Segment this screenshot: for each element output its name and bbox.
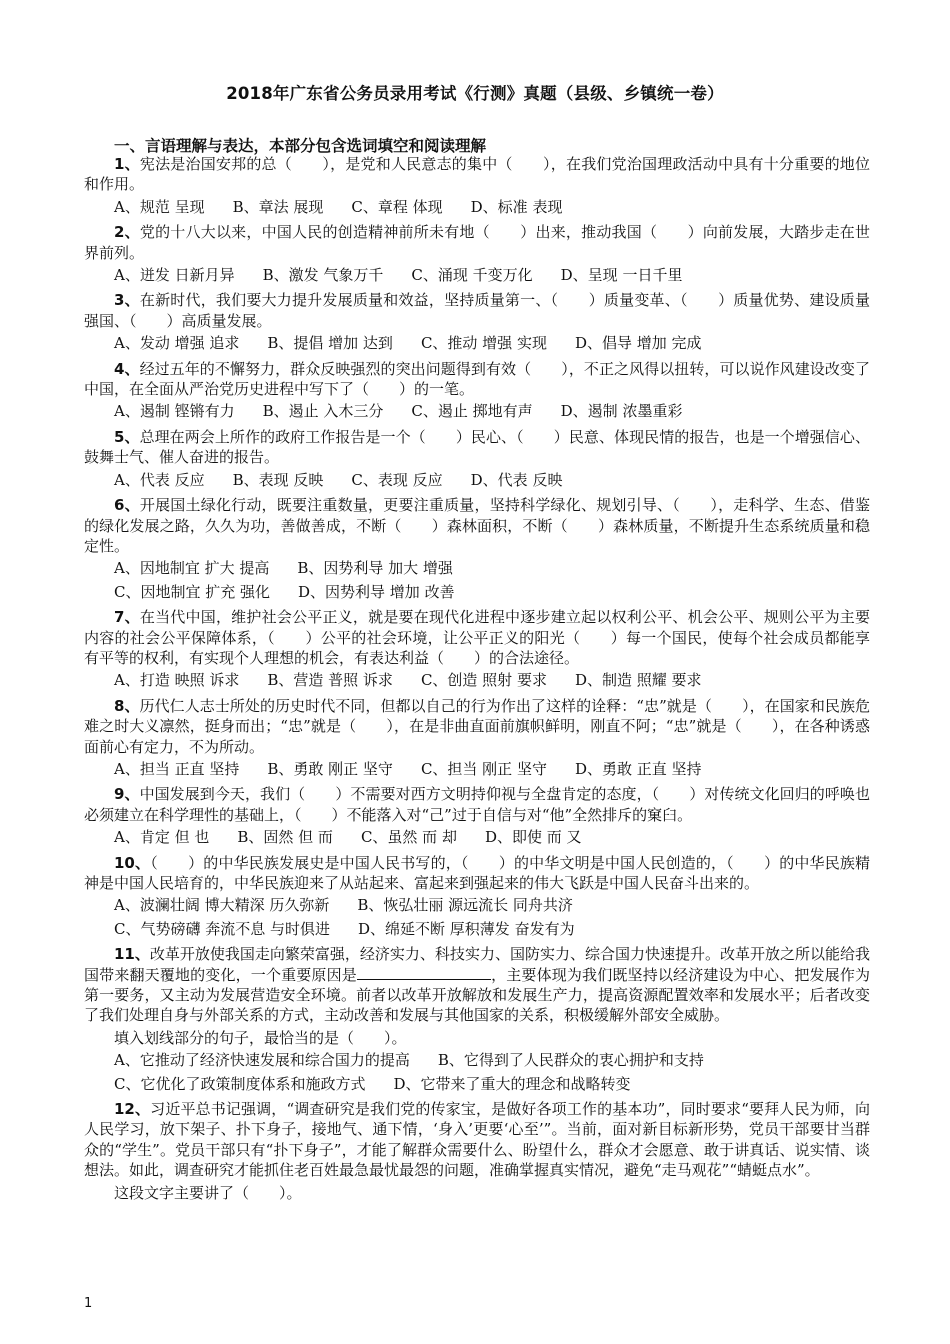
option-d: D、绵延不断 厚积薄发 奋发有为 — [358, 919, 575, 938]
question-6 — [84, 495, 870, 556]
question-stem: 习近平总书记强调，“调查研究是我们党的传家宝，是做好各项工作的基本功”，同时要求“要拜人民为师，向人民学习，放下架子、扑下身子，接地气、通下情，‘身入’更要‘心至’”。当前，面对新目标新形势，党员干部要甘当群众的“学生”。党员干部只有“扑下身子”，才能了解群众需要什么、盼望什么，群众才会愿意、敢于讲真话、说实情、谈想法。如此，调查研究才能抓住老百姓最急最忧最怨的问题，准确掌握真实情况，避免“走马观花”“蜻蜓点水”。 — [84, 1100, 871, 1180]
option-d: D、制造 照耀 要求 — [574, 671, 702, 690]
options-8 — [84, 759, 870, 779]
option-b: B、它得到了人民群众的衷心拥护和支持 — [437, 1051, 704, 1070]
option-a: A、因地制宜 扩大 提高 — [114, 559, 270, 578]
option-a: A、代表 反应 — [114, 470, 205, 489]
option-a: A、它推动了经济快速发展和综合国力的提高 — [114, 1051, 410, 1070]
question-stem-after-blank: ，主要体现为我们既坚持以经济建设为中心、把发展作为第一要务，又主动为发展营造安全环境。前者以改革开放解放和发展生产力，提高资源配置效率和发展水平；后者改变了我们处理自身与外部关系的方式，主动改善和发展与其他国家的关系，积极缓解外部安全威胁。 — [84, 965, 870, 1025]
question-stem: 总理在两会上所作的政府工作报告是一个（ ）民心、（ ）民意、体现民情的报告，也是一个增强信心、鼓舞士气、催人奋进的报告。 — [84, 427, 870, 467]
question-stem-before-blank: 改革开放使我国走向繁荣富强，经济实力、科技实力、国防实力、综合国力快速提升。改革开放之所以能给我国带来翻天覆地的变化，一个重要原因是 — [84, 945, 871, 984]
section-heading: 一、言语理解与表达，本部分包含选词填空和阅读理解 — [114, 137, 487, 155]
option-d: D、它带来了重大的理念和战略转变 — [393, 1074, 631, 1093]
page-number: 1 — [84, 1296, 93, 1311]
options-6 — [84, 558, 870, 602]
question-number: 6、 — [114, 496, 140, 515]
option-b: B、激发 气象万千 — [262, 266, 384, 285]
question-list — [84, 154, 870, 1205]
question-stem: 党的十八大以来，中国人民的创造精神前所未有地（ ）出来，推动我国（ ）向前发展，大踏步走在世界前列。 — [84, 223, 870, 262]
options-7 — [84, 670, 870, 690]
options-11 — [84, 1050, 870, 1094]
question-7 — [84, 607, 870, 668]
option-b: B、表现 反映 — [232, 470, 324, 489]
question-12 — [84, 1099, 870, 1181]
question-number: 5、 — [114, 427, 140, 446]
question-stem: （ ）的中华民族发展史是中国人民书写的，（ ）的中华文明是中国人民创造的，（ ）的中华民族精神是中国人民培育的，中华民族迎来了从站起来、富起来到强起来的伟大飞跃是中国人民奋斗出来的。 — [84, 853, 870, 892]
question-stem: 在新时代，我们要大力提升发展质量和效益，坚持质量第一、（ ）质量变革、（ ）质量优势、建设质量强国、（ ）高质量发展。 — [84, 291, 870, 330]
question-number: 2、 — [114, 223, 140, 242]
question-number: 9、 — [114, 785, 140, 804]
question-stem: 在当代中国，维护社会公平正义，就是要在现代化进程中逐步建立起以权利公平、机会公平、规则公平为主要内容的社会公平保障体系，（ ）公平的社会环境，让公平正义的阳光（ ）每一个国民，使每个社会成员都能享有平等的权利，有实现个人理想的机会，有表达利益（ ）的合法途径。 — [84, 608, 870, 667]
question-number: 11、 — [114, 945, 150, 964]
option-c: C、涌现 千变万化 — [411, 266, 533, 285]
option-c: C、它优化了政策制度体系和施政方式 — [114, 1074, 366, 1093]
question-5 — [84, 427, 870, 468]
option-a: A、发动 增强 追求 — [114, 334, 240, 353]
option-a: A、担当 正直 坚持 — [114, 759, 240, 778]
option-d: D、呈现 一日千里 — [560, 266, 683, 285]
question-stem: 中国发展到今天，我们（ ）不需要对西方文明持仰视与全盘肯定的态度，（ ）对传统文化回归的呼唤也必须建立在科学理性的基础上，（ ）不能落入对“己”过于自信与对“他”全然排斥的窠臼。 — [84, 785, 870, 824]
option-a: A、规范 呈现 — [114, 197, 205, 216]
fill-blank-underline — [357, 965, 491, 980]
question-stem: 开展国土绿化行动，既要注重数量，更要注重质量，坚持科学绿化、规划引导、（ ），走科学、生态、借鉴的绿化发展之路，久久为功，善做善成，不断（ ）森林面积，不断（ ）森林质量，不断提升生态系统质量和稳定性。 — [84, 496, 870, 555]
question-2 — [84, 222, 870, 263]
option-b: B、勇敢 刚正 坚守 — [267, 759, 393, 778]
question-4 — [84, 359, 870, 400]
option-c: C、遏止 掷地有声 — [411, 402, 533, 421]
options-5 — [84, 470, 870, 490]
options-3 — [84, 333, 870, 353]
options-2 — [84, 265, 870, 285]
option-c: C、创造 照射 要求 — [420, 671, 547, 690]
options-4 — [84, 401, 870, 421]
question-11 — [84, 944, 870, 1026]
question-8 — [84, 696, 870, 757]
question-number: 10、 — [114, 853, 151, 872]
option-c: C、担当 刚正 坚守 — [420, 759, 547, 778]
question-number: 8、 — [114, 696, 140, 715]
question-prompt: 这段文字主要讲了（ ）。 — [114, 1183, 302, 1202]
option-c: C、章程 体现 — [351, 197, 443, 216]
question-number: 1、 — [114, 155, 140, 173]
options-9 — [84, 827, 870, 847]
question-stem: 宪法是治国安邦的总（ ），是党和人民意志的集中（ ），在我们党治国理政活动中具有十分重要的地位和作用。 — [84, 155, 870, 194]
option-a: A、迸发 日新月异 — [114, 266, 235, 285]
question-number: 12、 — [114, 1100, 151, 1119]
option-d: D、倡导 增加 完成 — [574, 334, 702, 353]
option-b: B、固然 但 而 — [237, 828, 333, 847]
question-1 — [84, 154, 870, 195]
option-a: A、打造 映照 诉求 — [114, 671, 240, 690]
options-1 — [84, 197, 870, 217]
option-c: C、气势磅礴 奔流不息 与时俱进 — [114, 919, 331, 938]
question-number: 4、 — [114, 359, 140, 378]
question-prompt: 填入划线部分的句子，最恰当的是（ ）。 — [114, 1028, 407, 1047]
option-b: B、提倡 增加 达到 — [267, 334, 393, 353]
question-number: 3、 — [114, 291, 140, 310]
option-a: A、波澜壮阔 博大精深 历久弥新 — [114, 896, 330, 915]
option-b: B、恢弘壮丽 源远流长 同舟共济 — [357, 896, 573, 915]
question-10 — [84, 853, 870, 894]
option-d: D、标准 表现 — [470, 197, 563, 216]
question-stem: 经过五年的不懈努力，群众反映强烈的突出问题得到有效（ ），不正之风得以扭转，可以说作风建设改变了中国，在全面从严治党历史进程中写下了（ ）的一笔。 — [84, 359, 870, 399]
option-c: C、推动 增强 实现 — [420, 334, 547, 353]
option-d: D、代表 反映 — [470, 470, 563, 489]
option-b: B、遏止 入木三分 — [262, 402, 384, 421]
option-d: D、因势利导 增加 改善 — [298, 582, 455, 601]
option-b: B、因势利导 加大 增强 — [297, 559, 453, 578]
option-d: D、即使 而 又 — [484, 828, 582, 847]
options-10 — [84, 895, 870, 939]
document-title: 2018年广东省公务员录用考试《行测》真题（县级、乡镇统一卷） — [226, 84, 724, 103]
option-c: C、虽然 而 却 — [360, 828, 457, 847]
option-a: A、肯定 但 也 — [114, 828, 210, 847]
option-b: B、章法 展现 — [232, 197, 324, 216]
option-d: D、勇敢 正直 坚持 — [574, 759, 702, 778]
question-stem: 历代仁人志士所处的历史时代不同，但都以自己的行为作出了这样的诠释：“忠”就是（ ），在国家和民族危难之时大义凛然，挺身而出；“忠”就是（ ），在是非曲直面前旗帜鲜明，刚直不阿；“忠”就是（ ），在各种诱惑面前心有定力，不为所动。 — [84, 696, 871, 756]
question-number: 7、 — [114, 608, 140, 627]
question-9 — [84, 784, 870, 825]
option-d: D、遏制 浓墨重彩 — [560, 402, 683, 421]
option-c: C、因地制宜 扩充 强化 — [114, 582, 271, 601]
option-c: C、表现 反应 — [351, 470, 443, 489]
option-b: B、营造 普照 诉求 — [267, 671, 393, 690]
option-a: A、遏制 铿锵有力 — [114, 402, 235, 421]
question-3 — [84, 290, 870, 331]
